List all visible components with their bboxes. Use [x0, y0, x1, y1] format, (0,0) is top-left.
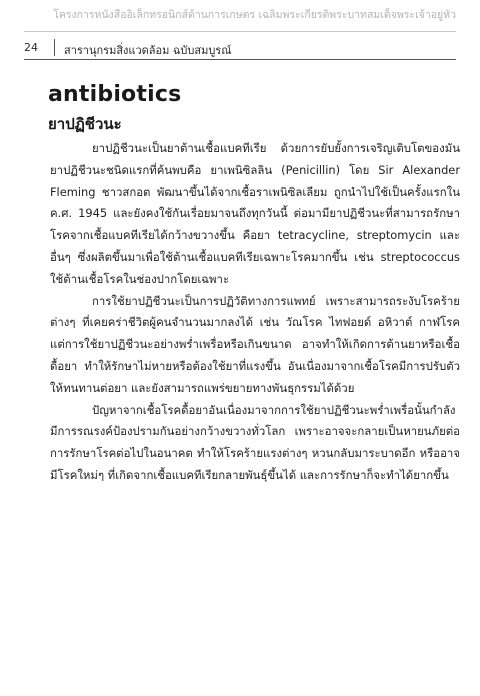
body-paragraph: ยาปฏิชีวนะเป็นยาต้านเชื้อแบคทีเรีย ด้วยการยับยั้งการเจริญเติบโตของมัน ยาปฏิชีวนะชนิดแรกที่ค้นพบคือ ยาเพนิซิลลิน (Penicillin) โดย Sir Alexander Fleming ชาวสกอต พัฒนาขึ้นได้จากเชื้อราเพนิซิลเลียม ถูกนำไปใช้เป็นครั้งแรกใน ค.ศ. 1945 และยังคงใช้กันเรื่อยมาจนถึงทุกวันนี้ ต่อมามียาปฏิชีวนะที่สามารถรักษาโรคจากเชื้อแบคทีเรียได้กว้างขวางขึ้น คือยา tetracycline, streptomycin และอื่นๆ ซึ่งผลิตขึ้นมาเพื่อใช้ต้านเชื้อแบคทีเรียเฉพาะโรคมากขึ้น เช่น streptococcus ใช้ต้านเชื้อโรคในช่องปากโดยเฉพาะ [50, 141, 460, 286]
entry-thai-heading: ยาปฏิชีวนะ [48, 115, 122, 133]
header-divider [54, 39, 55, 56]
header-bottom-rule [24, 59, 456, 60]
page-number: 24 [24, 41, 38, 54]
entry-heading: antibiotics [48, 82, 182, 107]
book-title: สารานุกรมสิ่งแวดล้อม ฉบับสมบูรณ์ [64, 44, 232, 57]
header-top-rule [24, 31, 456, 32]
body-paragraph: ปัญหาจากเชื้อโรคดื้อยาอันเนื่องมาจากการใช้ยาปฏิชีวนะพร่ำเพรื่อนั้นกำลังมีการรณรงค์ป้องปรามกันอย่างกว้างขวางทั่วโลก เพราะอาจจะกลายเป็นหายนภัยต่อการรักษาโรคต่อไปในอนาคต ทำให้โรคร้ายแรงต่างๆ หวนกลับมาระบาดอีก หรืออาจมีโรคใหม่ๆ ที่เกิดจากเชื้อแบคทีเรียกลายพันธุ์ขึ้นได้ และการรักษาก็จะทำได้ยากขึ้น [50, 402, 460, 482]
series-title: โครงการหนังสืออิเล็กทรอนิกส์ด้านการเกษตร เฉลิมพระเกียรติพระบาทสมเด็จพระเจ้าอยู่หัว [53, 9, 456, 21]
body-paragraph: การใช้ยาปฏิชีวนะเป็นการปฏิวัติทางการแพทย์ เพราะสามารถระงับโรคร้ายต่างๆ ที่เคยคร่าชีวิตผู้คนจำนวนมากลงได้ เช่น วัณโรค ไทฟอยด์ อหิวาต์ กาฬโรค แต่การใช้ยาปฏิชีวนะอย่างพร่ำเพรื่อหรือเกินขนาด อาจทำให้เกิดการต้านยาหรือเชื้อดื้อยา ทำให้รักษาไม่หายหรือต้องใช้ยาที่แรงขึ้น อันเนื่องมาจากเชื้อโรคมีการปรับตัวให้ทนทานต่อยา และยังสามารถแพร่ขยายทางพันธุกรรมได้ด้วย [50, 293, 460, 395]
entry-body [50, 138, 460, 487]
